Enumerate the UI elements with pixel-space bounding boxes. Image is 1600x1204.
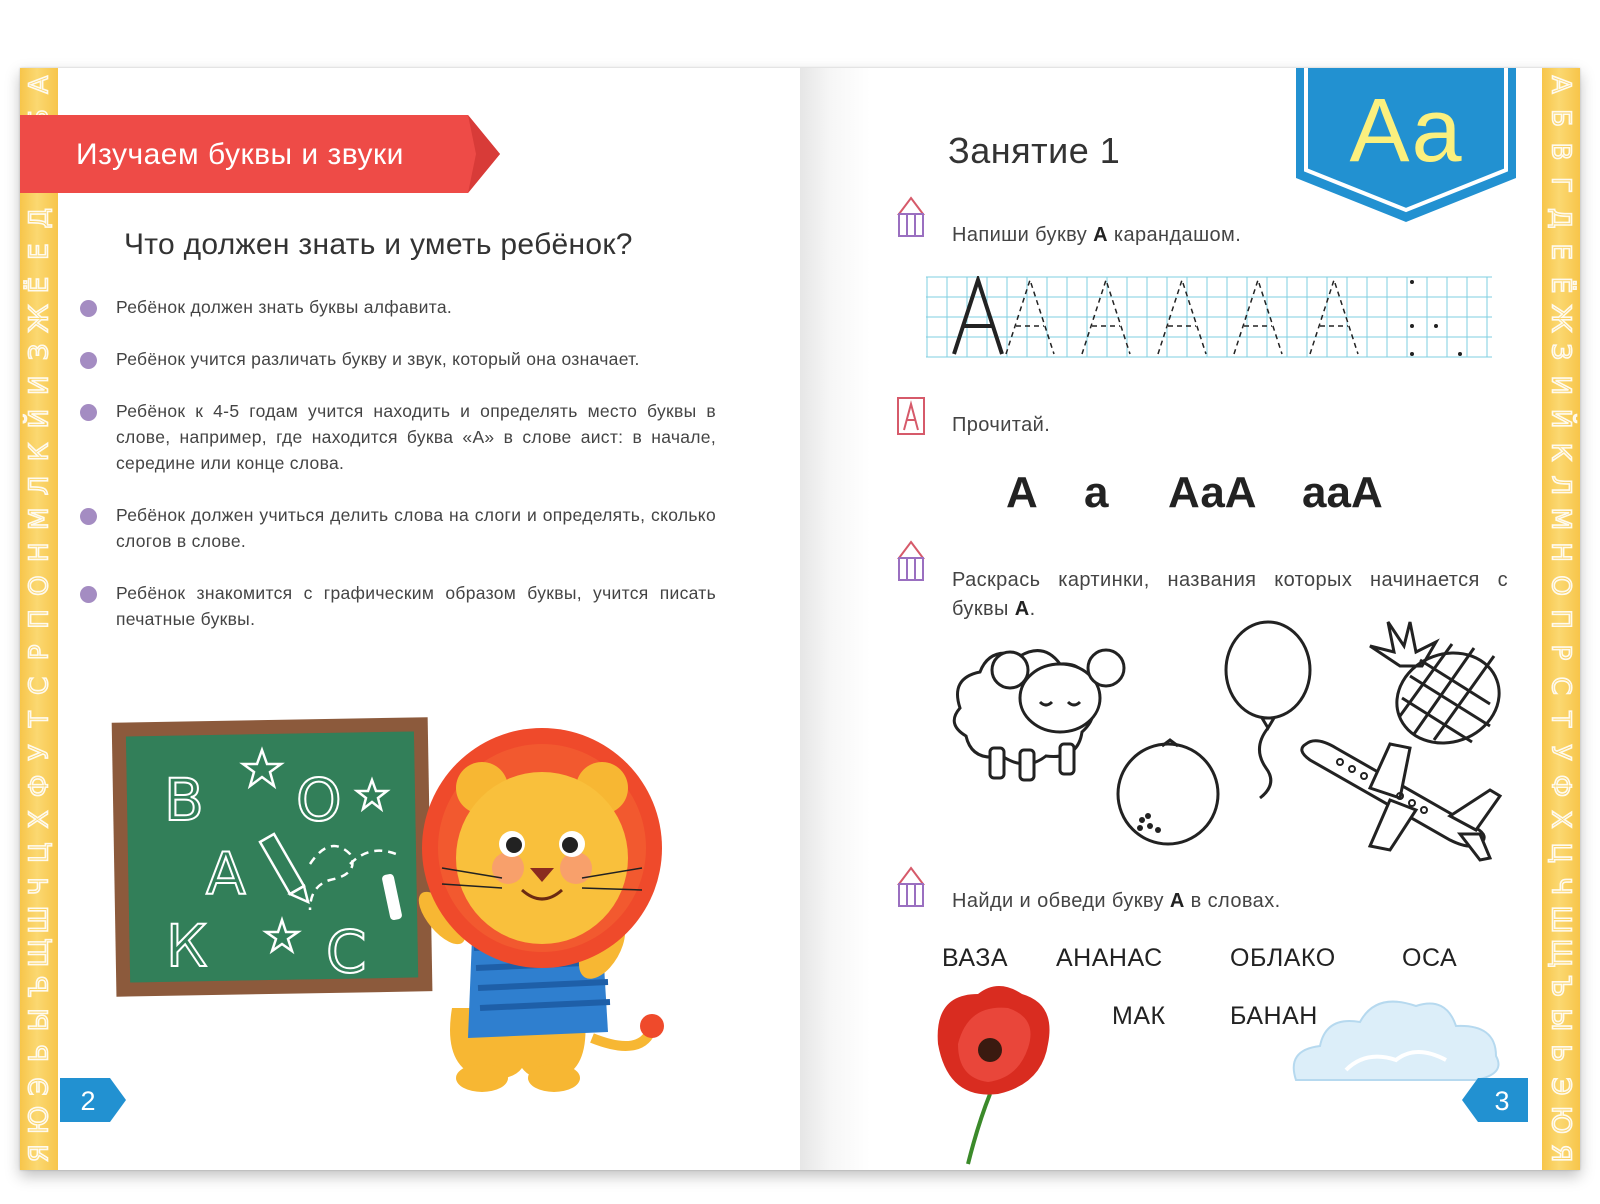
strip-letter: Ф	[1545, 774, 1576, 798]
strip-letter: Ы	[24, 1008, 55, 1032]
bullet-dot	[80, 404, 97, 421]
strip-letter: У	[1545, 744, 1576, 761]
read-item: А	[1006, 468, 1038, 517]
strip-letter: Л	[1545, 475, 1576, 496]
strip-letter: Ф	[24, 774, 55, 798]
strip-letter: Д	[24, 208, 55, 229]
word-item: ОБЛАКО	[1230, 944, 1336, 972]
lion-illustration	[412, 718, 682, 1098]
task-4-text: Найди и обведи букву А в словах.	[952, 890, 1281, 912]
list-item: Ребёнок к 4-5 годам учится находить и определять место буквы в слове, например, где находится буква «А» в слове аист: в начале, середине или конце слова.	[76, 398, 716, 476]
task-1-text: Напиши букву А карандашом.	[952, 224, 1242, 246]
left-page	[20, 68, 800, 1170]
strip-letter: В	[1545, 142, 1576, 161]
word-item: ВАЗА	[942, 944, 1009, 972]
letter-a-card-icon	[896, 394, 926, 438]
list-item: Ребёнок должен знать буквы алфавита.	[76, 294, 716, 320]
strip-letter: З	[24, 343, 55, 361]
strip-letter: С	[1545, 676, 1576, 695]
strip-letter: Ё	[1545, 276, 1576, 294]
bullet-dot	[80, 352, 97, 369]
pencil-icon	[896, 866, 926, 910]
skills-list	[76, 294, 716, 658]
book-spread	[20, 68, 1580, 1170]
strip-letter: С	[24, 676, 55, 695]
sheep-coloring-illustration	[940, 638, 1130, 788]
letter-tracing-grid	[926, 276, 1492, 358]
pineapple-coloring-illustration	[1350, 616, 1510, 756]
word-item: ОСА	[1402, 944, 1458, 972]
pencil-icon	[896, 540, 926, 584]
poppy-flower-illustration	[928, 984, 1058, 1170]
strip-letter: Ы	[1545, 1008, 1576, 1032]
strip-letter: А	[1545, 75, 1576, 94]
strip-letter: Я	[1545, 1144, 1576, 1163]
lesson-title: Занятие 1	[948, 130, 1121, 171]
strip-letter: Е	[24, 243, 55, 260]
strip-letter: А	[24, 75, 55, 94]
strip-letter: Э	[24, 1077, 55, 1096]
page-number: 3	[1494, 1086, 1510, 1116]
airplane-coloring-illustration	[1300, 736, 1510, 866]
read-item: а	[1084, 468, 1109, 517]
strip-letter: П	[1545, 609, 1576, 629]
task-2-text: Прочитай.	[952, 414, 1051, 436]
strip-letter: Т	[24, 711, 55, 728]
strip-letter: Ю	[24, 1105, 55, 1134]
bullet-dot	[80, 586, 97, 603]
strip-letter: Х	[24, 810, 55, 829]
strip-letter: Щ	[1545, 938, 1576, 968]
strip-letter: О	[24, 575, 55, 596]
strip-letter: Ш	[1545, 905, 1576, 934]
bullet-dot	[80, 300, 97, 317]
strip-letter: Ь	[1545, 1044, 1576, 1063]
strip-letter: Ъ	[24, 975, 55, 998]
strip-letter: К	[1545, 442, 1576, 462]
strip-letter: Р	[1545, 644, 1576, 661]
board-letter-v: В	[164, 766, 204, 834]
board-letter-k: К	[166, 912, 208, 980]
read-item: АаА	[1168, 468, 1257, 517]
strip-letter: Ж	[1545, 304, 1576, 333]
strip-letter: Ц	[24, 842, 55, 863]
strip-letter: Б	[1545, 109, 1576, 128]
strip-letter: Ч	[24, 877, 55, 896]
strip-letter: Т	[1545, 711, 1576, 728]
strip-letter: Ю	[1545, 1105, 1576, 1134]
list-item: Ребёнок знакомится с графическим образом буквы, учится писать печатные буквы.	[76, 580, 716, 632]
strip-letter: Э	[1545, 1077, 1576, 1096]
board-letter-s: С	[326, 918, 367, 986]
board-letter-a: А	[206, 840, 246, 908]
strip-letter: Й	[1545, 408, 1576, 429]
word-item: АНАНАС	[1056, 944, 1163, 972]
letter-badge: Аа	[1349, 81, 1463, 181]
strip-letter: Л	[24, 475, 55, 496]
strip-letter: П	[24, 609, 55, 629]
alphabet-strip-left	[20, 68, 58, 1170]
orange-coloring-illustration	[1112, 736, 1226, 846]
read-item: ааА	[1302, 468, 1383, 517]
strip-letter: З	[1545, 343, 1576, 361]
strip-letter: Р	[24, 644, 55, 661]
list-item: Ребёнок должен учиться делить слова на слоги и определять, сколько слогов в слове.	[76, 502, 716, 554]
strip-letter: Н	[1545, 542, 1576, 562]
strip-letter: Ё	[24, 276, 55, 294]
bullet-dot	[80, 508, 97, 525]
word-item: БАНАН	[1230, 1002, 1318, 1030]
task-3-text: Раскрась картинки, названия которых начинается с буквы А.	[952, 569, 1508, 620]
strip-letter: И	[24, 375, 55, 395]
strip-letter: К	[24, 442, 55, 462]
right-page	[800, 68, 1580, 1170]
board-letter-o: О	[296, 766, 342, 834]
page-number: 2	[80, 1086, 96, 1116]
section-header: Изучаем буквы и звуки	[76, 138, 404, 171]
strip-letter: У	[24, 744, 55, 761]
strip-letter: О	[1545, 575, 1576, 596]
list-item: Ребёнок учится различать букву и звук, который она означает.	[76, 346, 716, 372]
pencil-icon	[896, 196, 926, 240]
strip-letter: Ч	[1545, 877, 1576, 896]
strip-letter: Ц	[1545, 842, 1576, 863]
strip-letter: Я	[24, 1144, 55, 1163]
strip-letter: Г	[1545, 176, 1576, 193]
strip-letter: Х	[1545, 810, 1576, 829]
strip-letter: Ъ	[1545, 975, 1576, 998]
page-question: Что должен знать и уметь ребёнок?	[124, 228, 633, 261]
strip-letter: Н	[24, 542, 55, 562]
strip-letter: М	[1545, 507, 1576, 531]
chalkboard-illustration	[110, 714, 440, 1004]
word-item: МАК	[1112, 1002, 1166, 1030]
strip-letter: Д	[1545, 208, 1576, 229]
strip-letter: Ж	[24, 304, 55, 333]
alphabet-strip-right	[1542, 68, 1580, 1170]
strip-letter: Е	[1545, 243, 1576, 260]
strip-letter: Ь	[24, 1044, 55, 1063]
strip-letter: Й	[24, 408, 55, 429]
strip-letter: М	[24, 507, 55, 531]
strip-letter: И	[1545, 375, 1576, 395]
strip-letter: Щ	[24, 938, 55, 968]
strip-letter: Ш	[24, 905, 55, 934]
